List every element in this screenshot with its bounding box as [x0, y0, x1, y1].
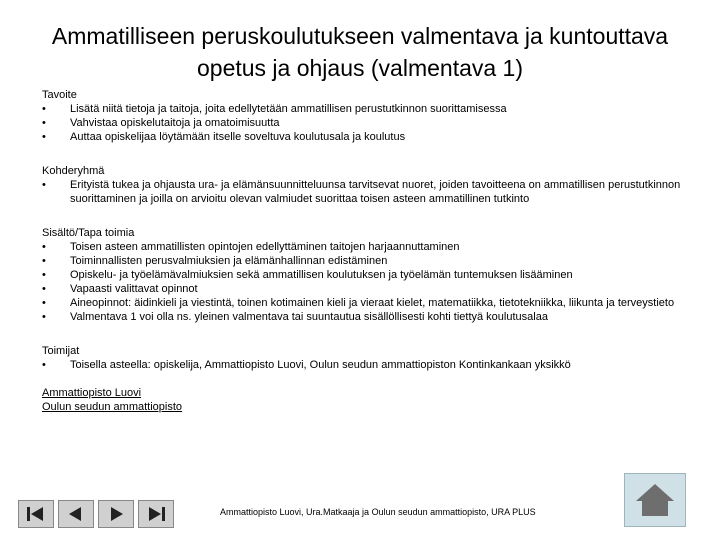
- slide-content: [42, 88, 682, 414]
- list-item: • Toiminnallisten perusvalmiuksien ja elämänhallinnan edistäminen: [42, 254, 682, 268]
- list-item: • Opiskelu- ja työelämävalmiuksien sekä ammatillisen koulutuksen ja työelämän tuntemuksen lisääminen: [42, 268, 682, 282]
- list-item: • Toisella asteella: opiskelija, Ammattiopisto Luovi, Oulun seudun ammattiopiston Kontinkankaan yksikkö: [42, 358, 682, 372]
- section-toimijat: [42, 344, 682, 372]
- list-item: • Vahvistaa opiskelutaitoja ja omatoimisuutta: [42, 116, 682, 130]
- list-item: • Toisen asteen ammatillisten opintojen edellyttäminen taitojen harjaannuttaminen: [42, 240, 682, 254]
- slide-navigation: [18, 500, 178, 528]
- first-icon: [25, 505, 47, 523]
- list-item: • Auttaa opiskelijaa löytämään itselle soveltuva koulutusala ja koulutus: [42, 130, 682, 144]
- home-button[interactable]: [624, 473, 686, 527]
- next-icon: [105, 505, 127, 523]
- link-luovi[interactable]: Ammattiopisto Luovi: [42, 387, 142, 399]
- list-item: • Lisätä niitä tietoja ja taitoja, joita edellytetään ammatillisen perustutkinnon suorittamisessa: [42, 102, 682, 116]
- prev-icon: [65, 505, 87, 523]
- slide-title: Ammatilliseen peruskoulutukseen valmentava ja kuntouttava opetus ja ohjaus (valmentava 1): [51, 23, 669, 81]
- slide-footer: Ammattiopisto Luovi, Ura.Matkaaja ja Oulun seudun ammattiopisto, URA PLUS: [220, 507, 536, 517]
- first-slide-button[interactable]: [18, 500, 54, 528]
- link-osao[interactable]: Oulun seudun ammattiopisto: [42, 401, 183, 413]
- list-item: • Valmentava 1 voi olla ns. yleinen valmentava tai suuntautua sisällöllisesti kohti tiettyä koulutusalaa: [42, 310, 682, 324]
- last-icon: [145, 505, 167, 523]
- section-heading: Kohderyhmä: [42, 165, 105, 177]
- next-slide-button[interactable]: [98, 500, 134, 528]
- links: [42, 386, 682, 414]
- list-item: • Aineopinnot: äidinkieli ja viestintä, toinen kotimainen kieli ja vieraat kielet, matematiikka, tietotekniikka, liikunta ja terveystieto: [42, 296, 682, 310]
- section-kohderyhma: [42, 164, 682, 206]
- home-icon: [633, 481, 677, 519]
- section-heading: Sisältö/Tapa toimia: [42, 227, 135, 239]
- section-tavoite: [42, 88, 682, 144]
- prev-slide-button[interactable]: [58, 500, 94, 528]
- section-heading: Toimijat: [42, 345, 80, 357]
- list-item: • Vapaasti valittavat opinnot: [42, 282, 682, 296]
- section-sisalto: [42, 226, 682, 324]
- last-slide-button[interactable]: [138, 500, 174, 528]
- section-heading: Tavoite: [42, 89, 77, 101]
- list-item: • Erityistä tukea ja ohjausta ura- ja elämänsuunnitteluunsa tarvitsevat nuoret, joiden tavoitteena on ammatillisen perustutkinnon suorittaminen ja joilla on arvioitu olevan valmiudet suorittaa toisen asteen ammatillinen tutkinto: [42, 178, 682, 206]
